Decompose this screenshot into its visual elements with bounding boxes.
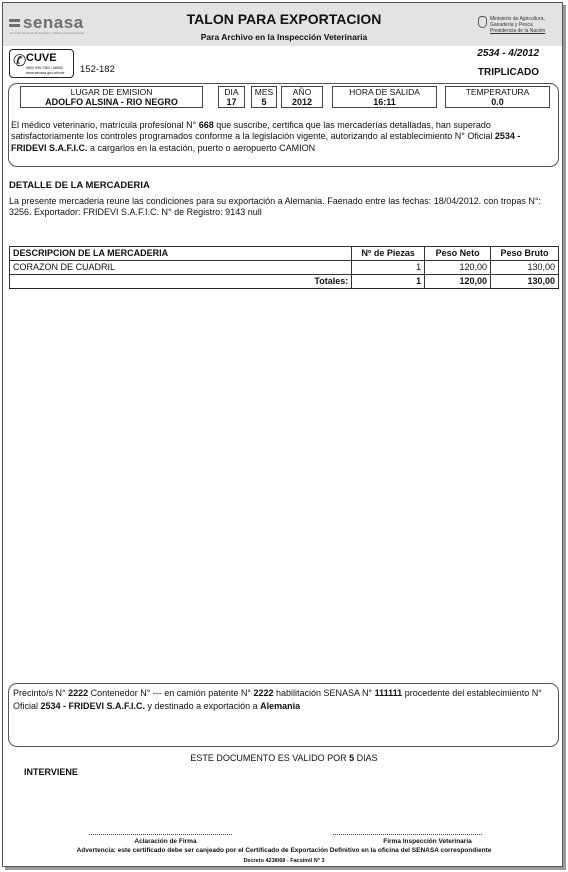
table-header-row <box>10 247 559 261</box>
seal-text-2: Contenedor N° --- en camión patente N° <box>88 688 254 698</box>
temperature-cell <box>445 86 550 108</box>
page-shadow-right <box>563 5 566 869</box>
ministry-text <box>490 16 545 34</box>
departure-time-cell <box>332 86 437 108</box>
col-pieces: Nº de Piezas <box>352 247 425 261</box>
document-title: TALON PARA EXPORTACION <box>186 11 382 27</box>
certification-text <box>11 120 556 154</box>
phone-icon: ✆ <box>13 53 27 70</box>
issue-year-label: AÑO <box>292 87 312 97</box>
row-pieces: 1 <box>352 261 425 275</box>
row-description: CORAZON DE CUADRIL <box>10 261 352 275</box>
issue-year-cell <box>281 86 323 108</box>
validity-text <box>0 753 568 763</box>
cuve-phone: 0800 999 7362 / #8000 <box>26 66 63 70</box>
cert-establishment: 2534 - FRIDEVI S.A.F.I.C. <box>11 131 521 153</box>
issue-day-label: DIA <box>224 87 239 97</box>
table-row <box>10 261 559 275</box>
seal-text-5: y destinado a exportación a <box>145 700 261 711</box>
vet-license-number: 668 <box>198 120 214 130</box>
page-shadow-bottom <box>5 867 566 870</box>
copy-type: TRIPLICADO <box>477 67 539 78</box>
departure-time-value: 16:11 <box>373 97 396 107</box>
cuve-badge <box>9 49 74 78</box>
seal-number: 2222 <box>68 688 89 698</box>
detail-title: DETALLE DE LA MERCADERIA <box>9 180 150 191</box>
issue-year-value: 2012 <box>291 97 313 107</box>
ministry-line-3: Presidencia de la Nación <box>490 28 546 34</box>
departure-time-label: HORA DE SALIDA <box>349 87 420 97</box>
ministry-line-1: Ministerio de Agricultura, <box>490 16 545 22</box>
total-pieces: 1 <box>352 275 425 289</box>
validity-text-1: ESTE DOCUMENTO ES VALIDO POR <box>190 753 350 763</box>
col-net-weight: Peso Neto <box>425 247 491 261</box>
logo-subtext: Servicio Nacional de Sanidad y Calidad Agroalimentaria <box>10 31 85 35</box>
validity-text-2: DIAS <box>354 753 378 763</box>
temperature-label: TEMPERATURA <box>465 87 530 97</box>
right-signature-line <box>333 834 482 835</box>
temperature-value: 0.0 <box>491 97 504 107</box>
interviene-label: INTERVIENE <box>24 767 78 777</box>
merchandise-table <box>9 246 559 289</box>
row-gross-weight: 130,00 <box>491 261 559 275</box>
issue-place-value: ADOLFO ALSINA - RIO NEGRO <box>45 97 178 107</box>
cuve-web: www.senasa.gov.ar/cvfe <box>26 70 65 75</box>
seal-text <box>13 687 556 712</box>
seal-text-1: Precinto/s N° <box>13 688 69 698</box>
col-description: DESCRIPCION DE LA MERCADERIA <box>10 247 352 261</box>
totals-row <box>10 275 559 289</box>
validity-days: 5 <box>349 753 355 763</box>
detail-text: La presente mercaderia reune las condiciones para su exportación a Alemania. Faenado entre las fechas: 18/04/2012. con tropas N°: 3256. Exportador: FRIDEVI S.A.F.I.C. N° de Registro: 9143 null <box>9 196 541 218</box>
issue-month-label: MES <box>254 87 274 97</box>
issue-day-cell <box>218 86 245 108</box>
cuve-contact <box>26 66 64 75</box>
senasa-authorization: 111111 <box>374 688 403 698</box>
seal-text-3: habilitación SENASA N° <box>273 688 375 698</box>
ministry-line-2: Ganadería y Pesca <box>490 22 533 28</box>
issue-day-value: 17 <box>226 97 237 107</box>
cuve-label: CUVE <box>26 52 57 64</box>
col-gross-weight: Peso Bruto <box>491 247 559 261</box>
left-signature-line <box>89 834 232 835</box>
logo-text: senasa <box>23 13 84 32</box>
totals-label: Totales: <box>10 275 352 289</box>
warning-text: Advertencia: este certificado debe ser canjeado por el Certificado de Exportación Definitivo en la oficina del SENASA correspondiente <box>76 847 492 854</box>
total-gross-weight: 130,00 <box>491 275 559 289</box>
right-signature-label: Firma Inspección Veterinaria <box>383 838 472 845</box>
decree-text: Decreto 4238/68 - Facsimil N° 3 <box>243 858 325 864</box>
issue-place-cell <box>20 86 203 108</box>
seal-establishment: 2534 - FRIDEVI S.A.F.I.C. <box>40 700 146 711</box>
cert-text-1: El médico veterinario, matrícula profesional N° <box>11 120 199 130</box>
seal-text-4: procedente del establecimiento N° Oficial <box>13 688 542 711</box>
truck-plate: 2222 <box>253 688 274 698</box>
cert-text-2: que suscribe, certifica que las mercaderías detalladas, han superado satisfactoriamente los controles programados conforme a la legislación vigente, autorizando al establecimiento N° Oficial <box>11 120 495 142</box>
national-seal-icon <box>478 16 487 28</box>
issue-place-label: LUGAR DE EMISION <box>70 87 153 97</box>
cert-text-3: a cargarlos en la estación, puerto o aeropuerto CAMION <box>87 142 316 153</box>
document-subtitle: Para Archivo en la Inspección Veterinaria <box>200 32 368 42</box>
issue-month-value: 5 <box>261 97 267 107</box>
cuve-number: 152-182 <box>80 64 115 75</box>
row-net-weight: 120,00 <box>425 261 491 275</box>
issue-month-cell <box>251 86 277 108</box>
left-signature-label: Aclaración de Firma <box>134 838 197 845</box>
document-number: 2534 - 4/2012 <box>477 48 539 59</box>
export-destination: Alemania <box>260 700 301 711</box>
total-net-weight: 120,00 <box>425 275 491 289</box>
